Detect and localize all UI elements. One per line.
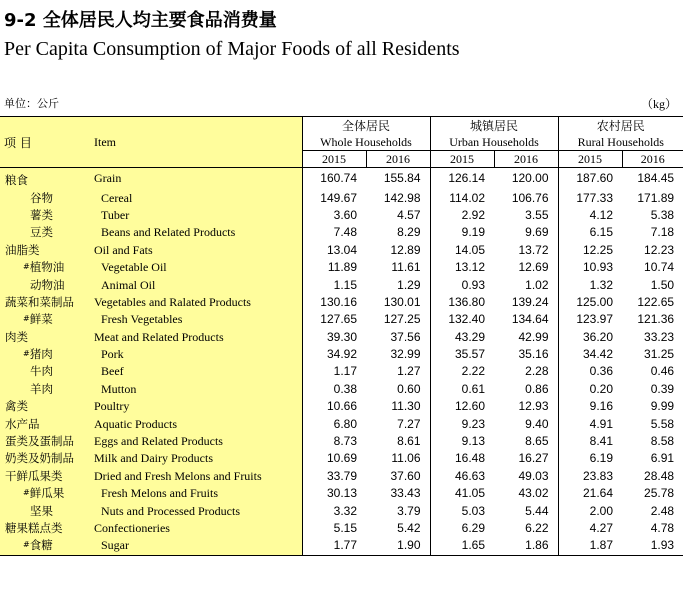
row-label-en: Pork [90,346,302,363]
value-cell: 43.02 [518,486,549,501]
row-label-cn-text: 坚果 [30,503,53,518]
value-cell: 0.93 [430,276,494,293]
value-cell: 0.38 [302,381,366,398]
value-cell: 4.12 [558,207,622,224]
row-label-cn [0,520,90,537]
value-cell: 4.27 [558,520,622,537]
table-row [0,415,683,432]
value-cell: 1.86 [494,537,558,555]
row-label-cn-text: 蛋类及蛋制品 [5,434,74,449]
value-cell: 3.32 [302,502,366,519]
value-cell: 4.78 [650,521,675,535]
value-cell: 2.48 [650,503,675,518]
row-label-en: Animal Oil [90,276,302,293]
value-cell: 1.77 [302,537,366,555]
value-cell: 9.99 [650,399,675,414]
row-label-cn-text: 植物油 [29,260,65,275]
row-label-cn-text: 禽类 [5,399,28,414]
row-label-en: Poultry [90,398,302,415]
value-cell: 12.25 [558,242,622,259]
value-cell: 14.05 [430,242,494,259]
value-cell: 3.55 [525,207,549,222]
value-cell: 0.61 [430,381,494,398]
value-cell: 12.93 [518,399,549,414]
row-label-en: Tuber [90,207,302,224]
value-cell: 4.91 [558,415,622,432]
value-cell: 11.89 [302,259,366,276]
value-cell: 5.44 [525,503,549,518]
value-cell: 2.00 [558,502,622,519]
row-label-en: Cereal [90,189,302,206]
footnote-mark: # [23,314,30,324]
table-row [0,520,683,537]
value-cell: 171.89 [637,190,675,205]
value-cell: 49.03 [518,468,549,483]
unit-label-en: （kg） [640,97,677,111]
value-cell: 10.74 [644,260,675,275]
value-cell: 184.45 [637,171,675,186]
value-cell: 42.99 [518,329,549,344]
row-label-en: Oil and Fats [90,242,302,259]
table-row [0,259,683,276]
table-row [0,329,683,346]
row-label-cn-text: 羊肉 [30,381,53,396]
row-label-cn-text: 动物油 [30,277,65,292]
value-cell: 34.42 [558,346,622,363]
value-cell: 6.15 [558,224,622,241]
table-row [0,502,683,519]
value-cell: 132.40 [430,311,494,328]
row-label-en: Mutton [90,381,302,398]
value-cell: 8.29 [397,225,421,240]
value-cell: 1.87 [558,537,622,555]
row-label-cn-text: 肉类 [5,329,28,344]
value-cell: 10.69 [302,450,366,467]
row-label-cn [0,468,90,485]
footnote-mark: # [23,262,30,272]
value-cell: 37.56 [390,329,421,344]
row-label-en: Fresh Vegetables [90,311,302,328]
value-cell: 136.80 [430,294,494,311]
value-cell: 6.80 [302,415,366,432]
value-cell: 13.12 [430,259,494,276]
row-label-cn-text: 油脂类 [5,242,40,257]
value-cell: 9.13 [430,433,494,450]
value-cell: 35.57 [430,346,494,363]
row-label-cn [0,537,90,555]
value-cell: 2.22 [430,363,494,380]
row-label-cn-text: 鲜菜 [29,312,53,327]
value-cell: 9.16 [558,398,622,415]
table-row [0,207,683,224]
value-cell: 11.30 [391,399,421,414]
table-row [0,311,683,328]
value-cell: 127.25 [383,312,421,327]
value-cell: 126.14 [430,168,494,190]
value-cell: 134.64 [511,312,549,327]
row-label-cn [0,276,90,293]
row-label-cn-text: 食糖 [29,538,53,553]
value-cell: 2.92 [430,207,494,224]
value-cell: 9.19 [430,224,494,241]
value-cell: 0.86 [525,381,549,396]
row-label-cn [0,381,90,398]
table-row [0,189,683,206]
table-row [0,450,683,467]
row-label-en: Vegetable Oil [90,259,302,276]
value-cell: 1.15 [302,276,366,293]
year-header: 2015 [430,151,494,168]
value-cell: 6.19 [558,450,622,467]
value-cell: 8.58 [650,434,675,449]
row-label-en: Aquatic Products [90,415,302,432]
table-row [0,242,683,259]
value-cell: 8.41 [558,433,622,450]
value-cell: 155.84 [383,171,421,186]
value-cell: 37.60 [390,468,421,483]
row-label-cn-text: 鲜瓜果 [29,486,65,501]
year-header: 2015 [558,151,622,168]
row-label-en: Nuts and Processed Products [90,502,302,519]
row-label-en: Meat and Related Products [90,329,302,346]
value-cell: 5.38 [650,207,675,222]
row-label-cn-text: 谷物 [30,190,53,205]
row-label-en: Dried and Fresh Melons and Fruits [90,468,302,485]
value-cell: 10.66 [302,398,366,415]
year-header: 2016 [494,151,558,168]
value-cell: 0.60 [397,381,421,396]
row-label-cn-text: 猪肉 [29,347,53,362]
row-label-en: Eggs and Related Products [90,433,302,450]
row-label-cn [0,485,90,502]
value-cell: 122.65 [637,294,675,309]
row-label-cn [0,363,90,380]
value-cell: 13.04 [302,242,366,259]
value-cell: 12.23 [644,242,675,257]
value-cell: 23.83 [558,468,622,485]
value-cell: 1.93 [622,537,683,555]
page-title-en: Per Capita Consumption of Major Foods of all Residents [4,38,460,60]
value-cell: 4.57 [397,207,421,222]
table-row [0,346,683,363]
value-cell: 123.97 [558,311,622,328]
value-cell: 7.27 [397,416,421,431]
row-label-cn [0,311,90,328]
value-cell: 5.58 [650,416,675,431]
year-header: 2015 [302,151,366,168]
value-cell: 3.79 [397,503,421,518]
row-label-cn [0,207,90,224]
year-header: 2016 [366,151,430,168]
row-label-cn-text: 水产品 [5,416,40,431]
table-row [0,363,683,380]
value-cell: 125.00 [558,294,622,311]
value-cell: 121.36 [637,312,675,327]
value-cell: 9.40 [525,416,549,431]
value-cell: 114.02 [430,189,494,206]
value-cell: 0.36 [558,363,622,380]
row-label-en: Vegetables and Ralated Products [90,294,302,311]
value-cell: 33.79 [302,468,366,485]
footnote-mark: # [23,488,30,498]
value-cell: 6.29 [430,520,494,537]
value-cell: 31.25 [644,347,675,362]
value-cell: 25.78 [644,486,675,501]
row-label-cn [0,189,90,206]
row-label-cn-text: 粮食 [5,173,28,188]
value-cell: 8.73 [302,433,366,450]
unit-label-cn: 单位：公斤 [4,97,59,110]
value-cell: 187.60 [558,168,622,190]
table-row [0,398,683,415]
table-row [0,276,683,293]
value-cell: 16.27 [518,451,549,466]
table-row [0,537,683,555]
value-cell: 7.48 [302,224,366,241]
value-cell: 33.23 [644,329,675,344]
row-label-en: Beef [90,363,302,380]
group-header-cn: 全体居民 [302,117,430,135]
group-header-cn: 城镇居民 [430,117,558,135]
value-cell: 3.60 [302,207,366,224]
value-cell: 12.60 [430,398,494,415]
value-cell: 1.27 [397,364,421,379]
value-cell: 120.00 [511,171,549,186]
value-cell: 39.30 [302,329,366,346]
value-cell: 11.06 [391,451,421,466]
row-label-en: Milk and Dairy Products [90,450,302,467]
value-cell: 0.20 [558,381,622,398]
value-cell: 1.29 [397,277,421,292]
group-header-en: Rural Households [558,134,683,151]
group-header-en: Whole Households [302,134,430,151]
year-header: 2016 [622,151,683,168]
page-title-cn: 9-2 全体居民人均主要食品消费量 [4,10,277,31]
value-cell: 8.65 [525,434,549,449]
value-cell: 16.48 [430,450,494,467]
table-row [0,381,683,398]
value-cell: 5.15 [302,520,366,537]
value-cell: 1.90 [366,537,430,555]
value-cell: 35.16 [518,347,549,362]
value-cell: 13.72 [518,242,549,257]
value-cell: 127.65 [302,311,366,328]
value-cell: 8.61 [397,434,421,449]
group-header-cn: 农村居民 [558,117,683,135]
value-cell: 9.23 [430,415,494,432]
row-label-cn [0,433,90,450]
value-cell: 1.65 [430,537,494,555]
row-label-cn [0,346,90,363]
value-cell: 160.74 [302,168,366,190]
value-cell: 1.17 [302,363,366,380]
header-item-en: Item [90,117,302,168]
value-cell: 9.69 [525,225,549,240]
footnote-mark: # [23,349,30,359]
value-cell: 36.20 [558,329,622,346]
value-cell: 32.99 [390,347,421,362]
row-label-en: Beans and Related Products [90,224,302,241]
footnote-mark: # [23,540,30,550]
value-cell: 0.39 [650,381,675,396]
row-label-cn-text: 薯类 [30,207,53,222]
row-label-cn-text: 牛肉 [30,364,53,379]
value-cell: 21.64 [558,485,622,502]
value-cell: 41.05 [430,485,494,502]
consumption-table [0,116,683,556]
value-cell: 6.91 [650,451,675,466]
table-row [0,468,683,485]
value-cell: 10.93 [558,259,622,276]
table-row [0,224,683,241]
value-cell: 28.48 [644,468,675,483]
row-label-cn [0,259,90,276]
row-label-cn [0,224,90,241]
row-label-cn-text: 蔬菜和菜制品 [5,294,74,309]
value-cell: 149.67 [302,189,366,206]
row-label-en: Grain [90,168,302,190]
row-label-cn [0,502,90,519]
row-label-cn-text: 豆类 [30,225,53,240]
value-cell: 12.69 [518,260,549,275]
row-label-cn [0,398,90,415]
value-cell: 130.01 [383,294,421,309]
table-row [0,485,683,502]
table-row [0,168,683,190]
row-label-cn [0,294,90,311]
row-label-cn [0,415,90,432]
value-cell: 106.76 [511,190,549,205]
value-cell: 30.13 [302,485,366,502]
value-cell: 130.16 [302,294,366,311]
row-label-cn [0,168,90,190]
row-label-cn [0,242,90,259]
value-cell: 142.98 [383,190,421,205]
value-cell: 1.02 [525,277,549,292]
row-label-cn-text: 奶类及奶制品 [5,451,74,466]
value-cell: 46.63 [430,468,494,485]
value-cell: 33.43 [390,486,421,501]
value-cell: 43.29 [430,329,494,346]
value-cell: 6.22 [525,521,549,535]
value-cell: 5.42 [397,521,421,535]
value-cell: 11.61 [391,260,421,275]
group-header-en: Urban Households [430,134,558,151]
value-cell: 1.50 [650,277,675,292]
row-label-en: Confectioneries [90,520,302,537]
value-cell: 7.18 [650,225,675,240]
value-cell: 2.28 [525,364,549,379]
value-cell: 5.03 [430,502,494,519]
row-label-cn-text: 糖果糕点类 [5,521,63,535]
row-label-cn [0,450,90,467]
value-cell: 177.33 [558,189,622,206]
row-label-cn-text: 干鲜瓜果类 [5,468,63,483]
value-cell: 1.32 [558,276,622,293]
table-row [0,433,683,450]
value-cell: 12.89 [390,242,421,257]
row-label-en: Fresh Melons and Fruits [90,485,302,502]
value-cell: 139.24 [511,294,549,309]
table-row [0,294,683,311]
value-cell: 34.92 [302,346,366,363]
value-cell: 0.46 [650,364,675,379]
header-item-cn: 项 目 [0,117,90,168]
row-label-en: Sugar [90,537,302,555]
row-label-cn [0,329,90,346]
